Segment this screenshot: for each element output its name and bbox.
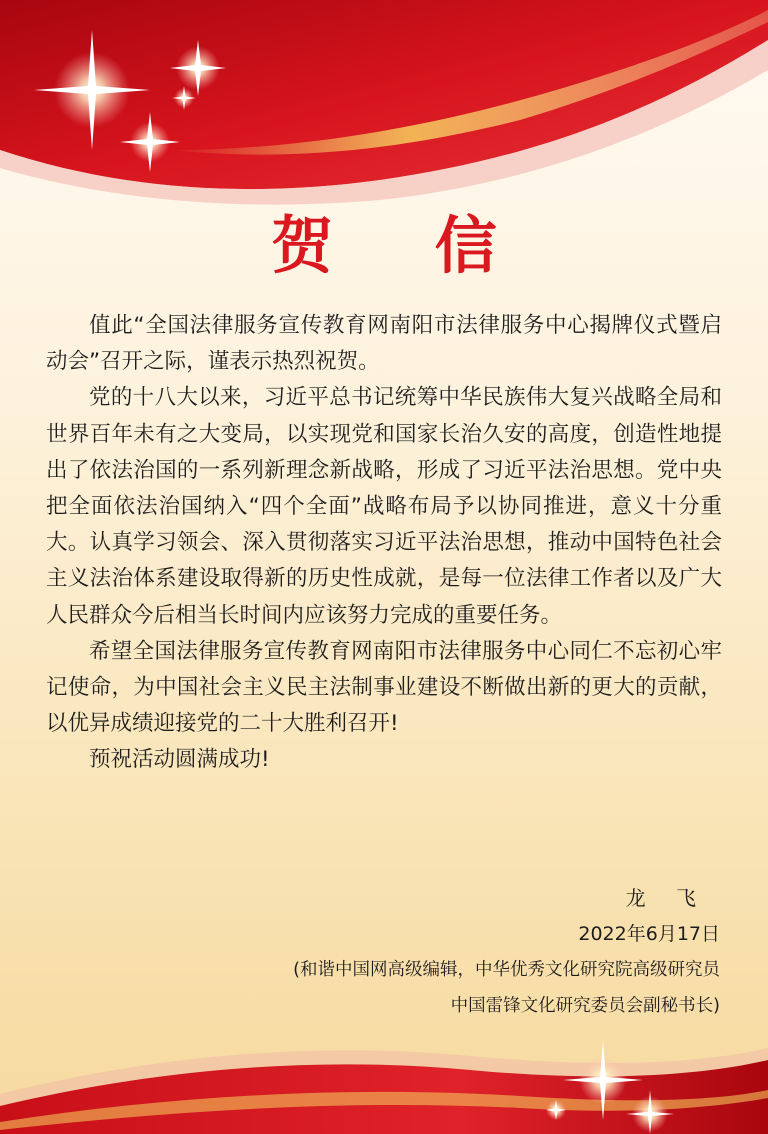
top-ribbon-banner [0, 0, 768, 210]
letter-title: 贺 信 [271, 209, 537, 282]
signature-affiliation-line2: 中国雷锋文化研究委员会副秘书长) [450, 996, 720, 1016]
signature-date: 2022年6月17日 [578, 923, 720, 945]
bottom-ribbon-banner [0, 1034, 768, 1134]
signature-affiliation-line1: (和谐中国网高级编辑，中华优秀文化研究院高级研究员 [293, 960, 720, 980]
paragraph-hope: 希望全国法律服务宣传教育网南阳市法律服务中心同仁不忘初心牢记使命，为中国社会主义民主法制事业建设不断做出新的更大的贡献，以优异成绩迎接党的二十大胜利召开! [46, 638, 722, 737]
letter-body [46, 308, 722, 779]
paragraph-closing: 预祝活动圆满成功! [89, 747, 270, 773]
paragraph-main: 党的十八大以来，习近平总书记统筹中华民族伟大复兴战略全局和世界百年未有之大变局，以实现党和国家长治久安的高度，创造性地提出了依法治国的一系列新理念新战略，形成了习近平法治思想。党中央把全面依法治国纳入“四个全面”战略布局予以协同推进，意义十分重大。认真学习领会、深入贯彻落实习近平法治思想，推动中国特色社会主义法治体系建设取得新的历史性成就，是每一位法律工作者以及广大人民群众今后相当长时间内应该努力完成的重要任务。 [46, 385, 722, 628]
signature-block [293, 880, 720, 1024]
paragraph-opening: 值此“全国法律服务宣传教育网南阳市法律服务中心揭牌仪式暨启动会”召开之际，谨表示热烈祝贺。 [46, 313, 722, 375]
signature-name: 龙 飞 [625, 886, 708, 910]
